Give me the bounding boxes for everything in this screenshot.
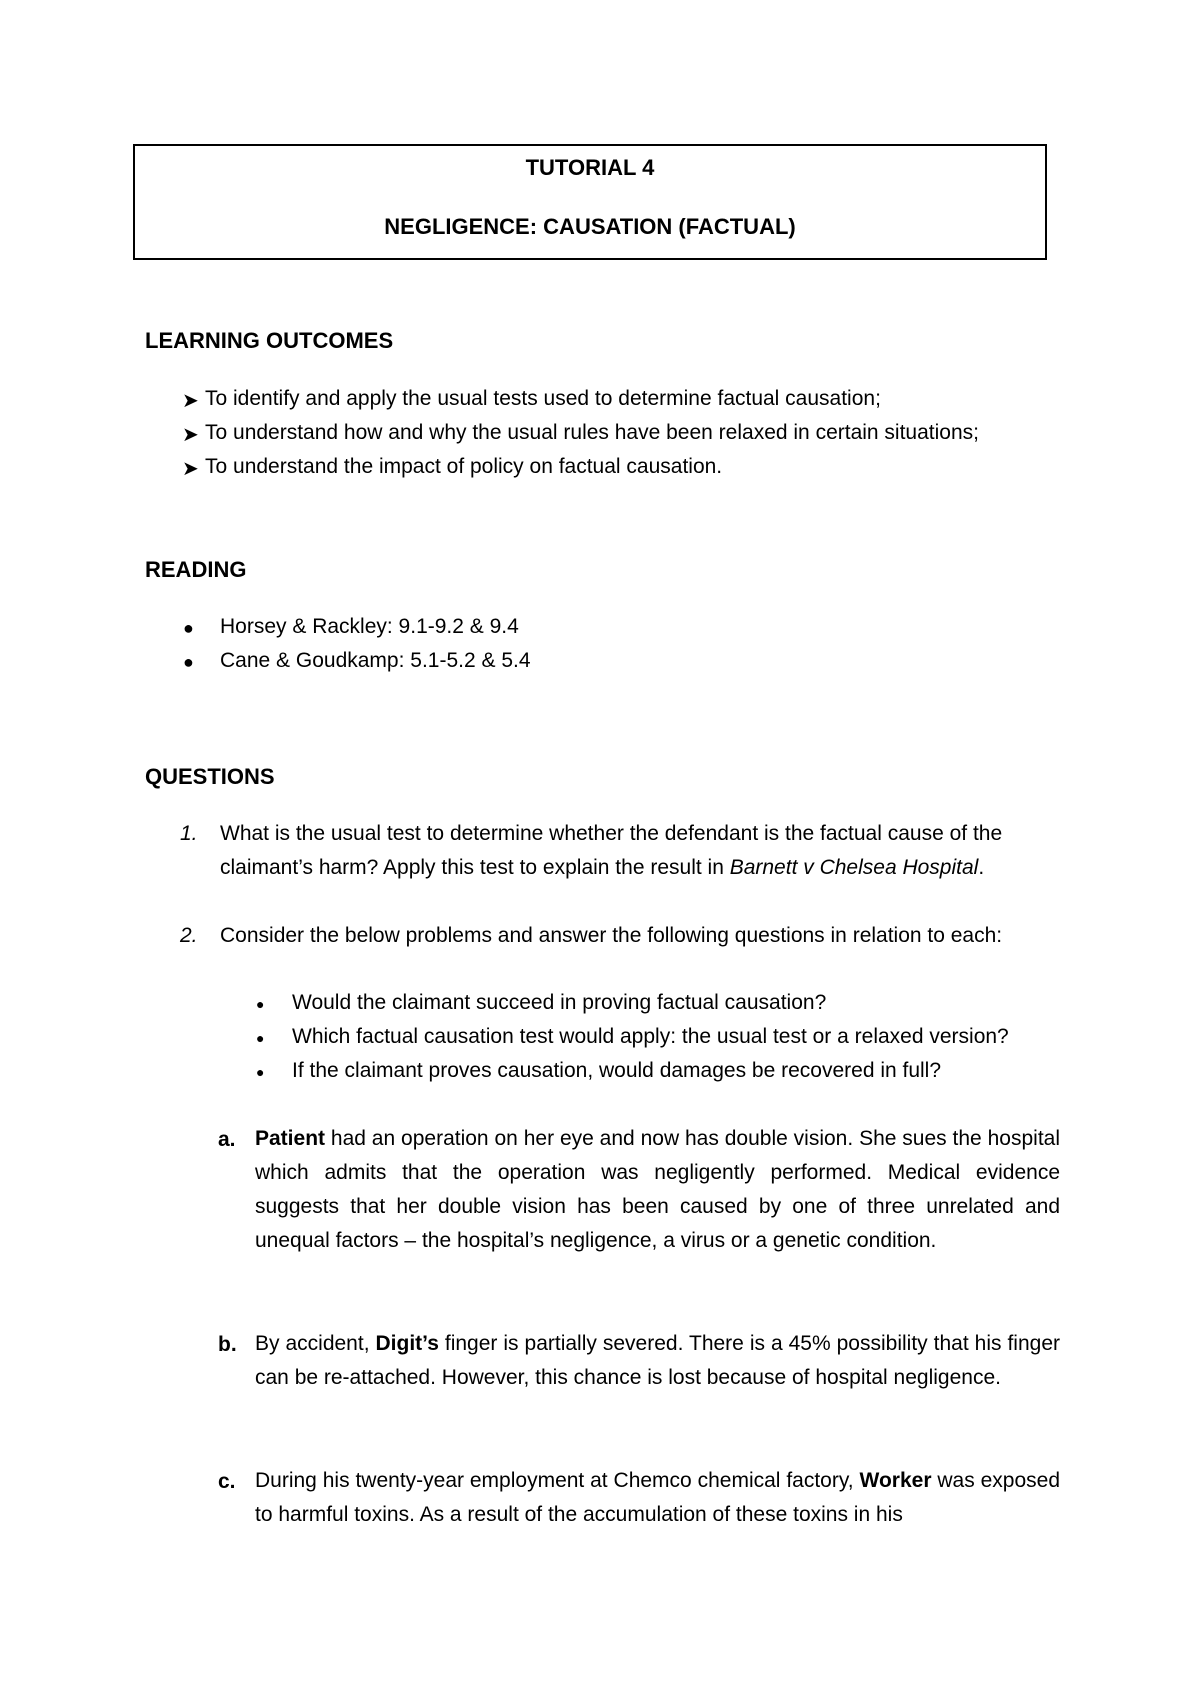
learning-outcome-item: To identify and apply the usual tests used to determine factual causation; — [205, 387, 881, 410]
arrow-bullet-icon: ➤ — [182, 458, 199, 480]
bullet-icon: ● — [256, 1030, 265, 1046]
title-box — [133, 144, 1047, 260]
problem-c-text: During his twenty-year employment at Chemco chemical factory, Worker was exposed to harmful toxins. As a result of the accumulation of these toxins in his — [255, 1469, 1060, 1526]
sub-question: If the claimant proves causation, would damages be recovered in full? — [292, 1059, 942, 1082]
bullet-icon: ● — [183, 652, 194, 672]
sub-question: Which factual causation test would apply: the usual test or a relaxed version? — [292, 1025, 1009, 1048]
reading-item: Cane & Goudkamp: 5.1-5.2 & 5.4 — [220, 649, 531, 672]
question-number: 2. — [180, 924, 198, 947]
problem-b-text: By accident, Digit’s finger is partially severed. There is a 45% possibility that his finger can be re-attached. However, this chance is lost because of hospital negligence. — [255, 1332, 1060, 1389]
problem-label: b. — [218, 1333, 237, 1356]
question-1-line-1: What is the usual test to determine whether the defendant is the factual cause of the — [220, 822, 1003, 845]
case-name: Barnett v Chelsea Hospital — [729, 856, 979, 879]
question-number: 1. — [180, 822, 198, 845]
reading-heading: READING — [145, 557, 247, 582]
question-1-line-2: claimant’s harm? Apply this test to explain the result in Barnett v Chelsea Hospital. — [220, 856, 985, 879]
sub-question: Would the claimant succeed in proving factual causation? — [292, 991, 827, 1014]
tutorial-topic: NEGLIGENCE: CAUSATION (FACTUAL) — [384, 214, 796, 239]
question-2-text: Consider the below problems and answer the following questions in relation to each: — [220, 924, 1003, 947]
problem-label: a. — [218, 1128, 236, 1151]
bullet-icon: ● — [256, 996, 265, 1012]
reading-item: Horsey & Rackley: 9.1-9.2 & 9.4 — [220, 615, 519, 638]
arrow-bullet-icon: ➤ — [182, 390, 199, 412]
problem-a-text: Patient had an operation on her eye and now has double vision. She sues the hospital which admits that the operation was negligently performed. Medical evidence suggests that her double vision has been caused by one of three unrelated and unequal factors – the hospital’s negligence, a virus or a genetic condition. — [255, 1127, 1060, 1252]
learning-outcomes-heading: LEARNING OUTCOMES — [145, 328, 394, 353]
bullet-icon: ● — [256, 1064, 265, 1080]
questions-heading: QUESTIONS — [145, 764, 275, 789]
arrow-bullet-icon: ➤ — [182, 424, 199, 446]
problem-label: c. — [218, 1470, 236, 1493]
learning-outcome-item: To understand how and why the usual rules have been relaxed in certain situations; — [205, 421, 979, 444]
learning-outcome-item: To understand the impact of policy on factual causation. — [205, 455, 723, 478]
tutorial-number: TUTORIAL 4 — [525, 155, 655, 180]
bullet-icon: ● — [183, 618, 194, 638]
